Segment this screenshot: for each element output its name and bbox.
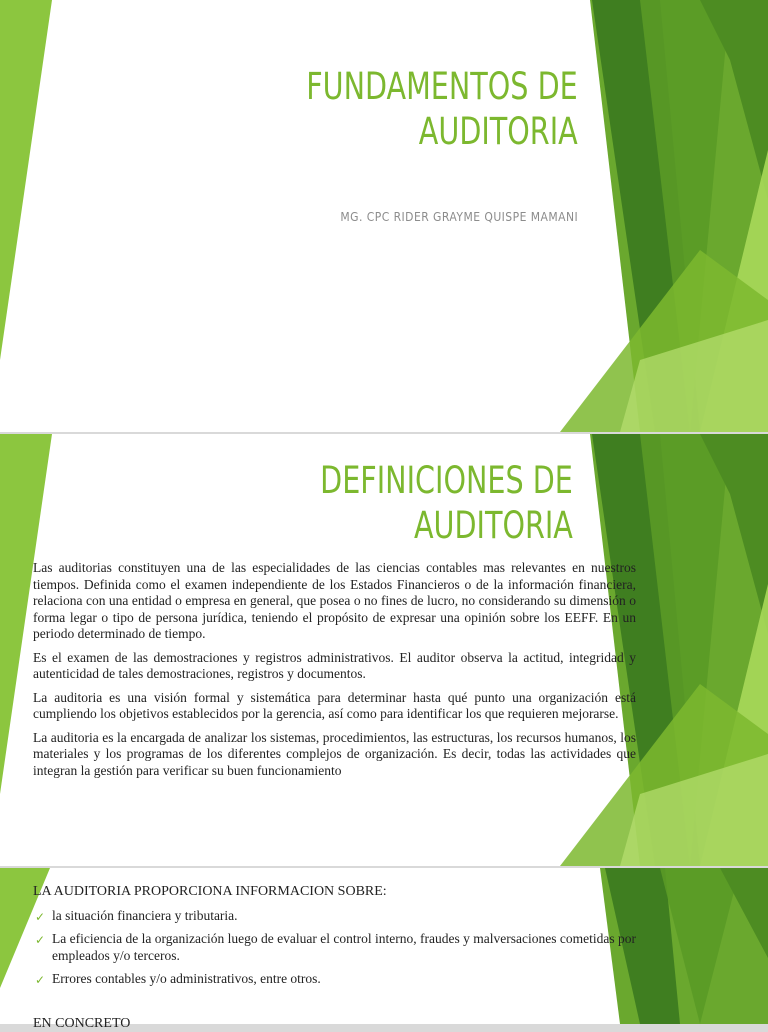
- list-item: [33, 908, 636, 925]
- list-item: [33, 931, 636, 964]
- title-line-1: DEFINICIONES DE: [320, 459, 573, 502]
- list-item: [33, 971, 636, 988]
- checkmark-icon: ✓: [35, 909, 46, 924]
- list-item-text: la situación financiera y tributaria.: [52, 907, 238, 923]
- information-list: [33, 884, 636, 995]
- cut-off-heading: EN CONCRETO: [33, 1016, 131, 1031]
- list-item-text: La eficiencia de la organización luego de evaluar el control interno, fraudes y malversaciones cometidas por empleados y/o terceros.: [52, 931, 636, 963]
- slide-1: [0, 0, 768, 432]
- title-line-1: FUNDAMENTOS DE: [306, 65, 578, 108]
- checkmark-icon: ✓: [35, 933, 46, 947]
- presenter-name: MG. CPC RIDER GRAYME QUISPE MAMANI: [340, 210, 578, 224]
- title-line-2: AUDITORIA: [414, 504, 573, 548]
- slide-2-title: [320, 458, 573, 548]
- paragraph: La auditoria es la encargada de analizar los sistemas, procedimientos, las estructuras, los recursos humanos, los materiales y los programas de los diferentes complejos de organización. Es decir, todas las actividades que integran la gestión para verificar su buen funcionamiento: [33, 729, 636, 778]
- definitions-text: [33, 560, 636, 786]
- paragraph: Las auditorias constituyen una de las especialidades de las ciencias contables mas relevantes en nuestros tiempos. Definida como el examen independiente de los Estados Financieros o de la información financiera, relaciona con una entidad o empresa en general, que posea o no fines de lucro, no considerando su dimensión o forma legar o tipo de persona jurídica, teniendo el propósito de expresar una opinión sobre los EEFF. En un periodo determinado de tiempo.: [33, 560, 636, 641]
- paragraph: Es el examen de las demostraciones y registros administrativos. El auditor observa la actitud, integridad y autenticidad de tales demostraciones, registros y documentos.: [33, 649, 636, 681]
- list-item-text: Errores contables y/o administrativos, entre otros.: [52, 971, 321, 986]
- checkmark-icon: ✓: [35, 973, 46, 987]
- list-heading: LA AUDITORIA PROPORCIONA INFORMACION SOBRE:: [33, 884, 387, 899]
- slide-1-title: [306, 64, 578, 154]
- paragraph: La auditoria es una visión formal y sistemática para determinar hasta qué punto una organización está cumpliendo los objetivos establecidos por la gerencia, así como para identificar los que requieren mejorarse.: [33, 689, 636, 721]
- title-line-2: AUDITORIA: [419, 110, 578, 154]
